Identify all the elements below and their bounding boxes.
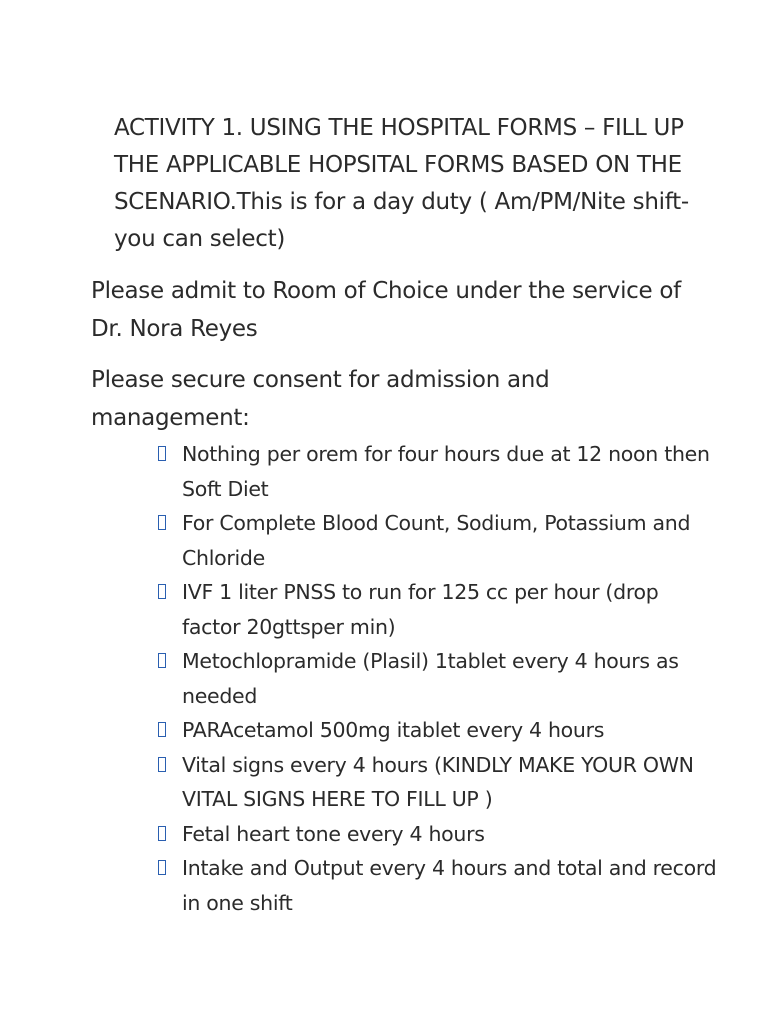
- order-text: IVF 1 liter PNSS to run for 125 cc per hour (drop factor 20gttsper min): [182, 580, 659, 639]
- admit-instruction: Please admit to Room of Choice under the service of Dr. Nora Reyes: [91, 278, 681, 342]
- bullet-box-icon: [158, 757, 166, 772]
- activity-heading: ACTIVITY 1. USING THE HOSPITAL FORMS – FILL UP THE APPLICABLE HOPSITAL FORMS BASED ON THE SCENARIO.This is for a day duty ( Am/PM/Nite shift- you can select): [114, 115, 689, 252]
- orders-list: [158, 437, 718, 920]
- bullet-box-icon: [158, 653, 166, 668]
- order-text: Fetal heart tone every 4 hours: [182, 821, 485, 846]
- bullet-box-icon: [158, 860, 166, 875]
- order-text: Metochlopramide (Plasil) 1tablet every 4 hours as needed: [182, 649, 679, 708]
- list-item: [158, 748, 718, 817]
- order-text: Vital signs every 4 hours (KINDLY MAKE YOUR OWN VITAL SIGNS HERE TO FILL UP ): [182, 752, 694, 811]
- list-item: [158, 437, 718, 506]
- list-item: [158, 644, 718, 713]
- order-text: Nothing per orem for four hours due at 12 noon then Soft Diet: [182, 442, 710, 501]
- bullet-box-icon: [158, 722, 166, 737]
- list-item: [158, 506, 718, 575]
- order-text: PARAcetamol 500mg itablet every 4 hours: [182, 718, 605, 742]
- list-item: [158, 817, 718, 852]
- bullet-box-icon: [158, 446, 166, 461]
- consent-instruction: Please secure consent for admission and management:: [91, 367, 550, 431]
- list-item: [158, 575, 718, 644]
- list-item: [158, 851, 718, 920]
- order-text: Intake and Output every 4 hours and total and record in one shift: [182, 856, 717, 915]
- list-item: [158, 713, 718, 748]
- bullet-box-icon: [158, 826, 166, 841]
- bullet-box-icon: [158, 584, 166, 599]
- bullet-box-icon: [158, 515, 166, 530]
- order-text: For Complete Blood Count, Sodium, Potassium and Chloride: [182, 511, 691, 570]
